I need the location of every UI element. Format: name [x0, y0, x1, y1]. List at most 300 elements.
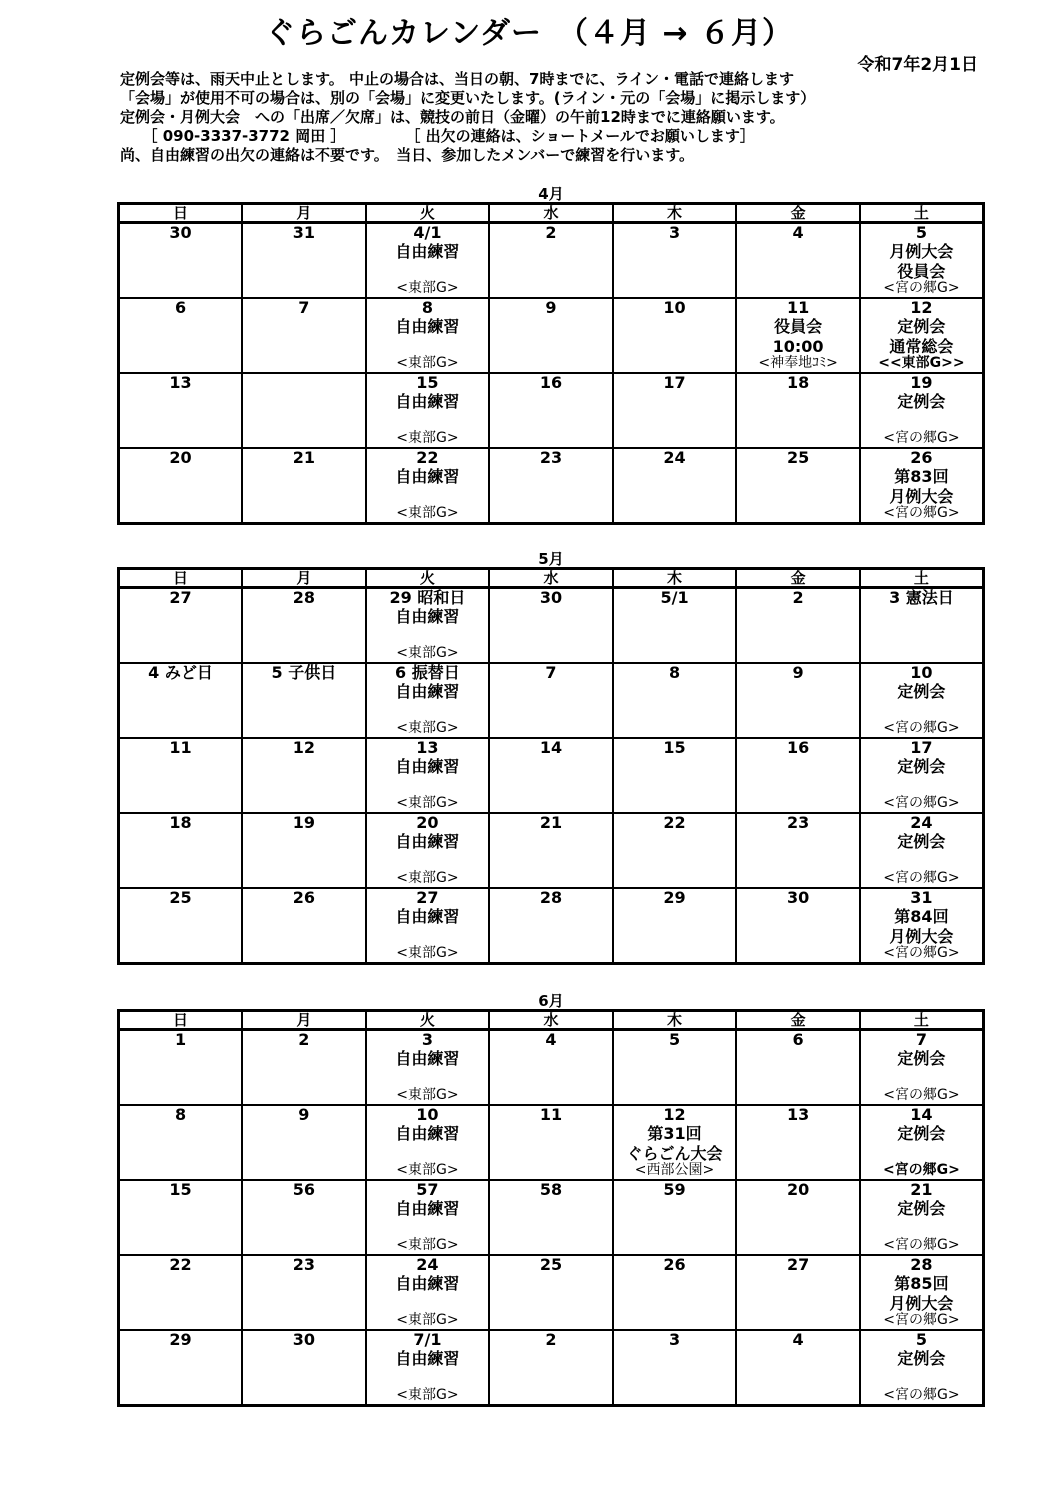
venue-label: <東部G>: [396, 355, 459, 371]
day-cell: [489, 373, 613, 448]
day-cell: [119, 1030, 243, 1106]
weekday-header: 日: [119, 1011, 243, 1030]
day-number: 4 みど日: [148, 663, 213, 682]
week-row: [119, 1180, 984, 1255]
event-label: 月例大会: [889, 242, 954, 261]
event-label: 自由練習: [395, 1199, 460, 1218]
issue-date: 令和7年2月1日: [857, 55, 978, 75]
day-number: 3 憲法日: [889, 588, 954, 607]
weekday-header: 水: [489, 1011, 613, 1030]
day-number: 19: [910, 373, 933, 392]
event-label: 定例会: [897, 1049, 946, 1068]
event-label: 自由練習: [395, 242, 460, 261]
event-label: 定例会: [897, 1124, 946, 1143]
day-cell: [242, 448, 366, 524]
event-label: 第85回: [894, 1274, 949, 1293]
day-cell: [489, 588, 613, 664]
day-number: 8: [174, 1105, 187, 1124]
day-cell: [366, 1105, 490, 1180]
week-row: [119, 1030, 984, 1106]
day-cell: [119, 588, 243, 664]
day-cell: [366, 588, 490, 664]
venue-label: <宮の郷G>: [883, 1312, 960, 1328]
day-number: 5: [915, 1330, 927, 1349]
day-cell: [119, 738, 243, 813]
day-number: 17: [663, 373, 686, 392]
day-cell: [119, 1180, 243, 1255]
day-number: 15: [169, 1180, 192, 1199]
day-cell: [366, 888, 490, 964]
day-cell: [242, 888, 366, 964]
day-cell: [242, 223, 366, 299]
day-number: 3: [668, 223, 681, 242]
venue-label: <東部G>: [396, 1312, 459, 1328]
day-number: 23: [292, 1255, 315, 1274]
event-label: 10:00: [772, 337, 824, 356]
note-line: 定例会等は、雨天中止とします。 中止の場合は、当日の朝、7時までに、ライン・電話で連絡します: [120, 70, 795, 88]
day-cell: [119, 1330, 243, 1406]
day-number: 4: [792, 223, 804, 242]
venue-label: <東部G>: [396, 1162, 459, 1178]
day-number: 59: [663, 1180, 686, 1199]
day-cell: [613, 1255, 737, 1330]
day-cell: [736, 588, 860, 664]
day-cell: [736, 738, 860, 813]
day-number: 6: [174, 298, 187, 317]
day-cell: [119, 373, 243, 448]
day-cell: [489, 813, 613, 888]
day-number: 5: [668, 1030, 681, 1049]
day-number: 5: [915, 223, 927, 242]
week-row: [119, 888, 984, 964]
day-number: 13: [786, 1105, 810, 1124]
event-label: 自由練習: [395, 682, 460, 701]
day-number: 27: [169, 588, 192, 607]
day-number: 4: [792, 1330, 804, 1349]
day-cell: [736, 1105, 860, 1180]
venue-label: <東部G>: [396, 430, 459, 446]
event-label: 自由練習: [395, 1274, 460, 1293]
day-cell: [489, 738, 613, 813]
day-cell: [860, 1030, 984, 1106]
day-cell: [736, 813, 860, 888]
weekday-header: 水: [489, 569, 613, 588]
day-number: 12: [292, 738, 315, 757]
week-row: [119, 298, 984, 373]
day-number: 19: [292, 813, 315, 832]
day-cell: [366, 298, 490, 373]
week-row: [119, 373, 984, 448]
day-number: 56: [292, 1180, 315, 1199]
day-number: 7: [915, 1030, 927, 1049]
day-cell: [736, 888, 860, 964]
day-cell: [242, 738, 366, 813]
day-number: 29: [663, 888, 686, 907]
day-number: 20: [169, 448, 192, 467]
month-april: [117, 186, 985, 525]
day-number: 5/1: [660, 588, 689, 607]
day-number: 27: [416, 888, 439, 907]
week-row: [119, 588, 984, 664]
event-label: 定例会: [897, 757, 946, 776]
day-cell: [119, 448, 243, 524]
day-number: 9: [792, 663, 804, 682]
venue-label: <東部G>: [396, 645, 459, 661]
day-number: 21: [910, 1180, 933, 1199]
venue-label: <宮の郷G>: [883, 430, 960, 446]
venue-label: <宮の郷G>: [883, 720, 960, 736]
venue-label: <東部G>: [396, 720, 459, 736]
weekday-header: 土: [860, 204, 984, 223]
day-number: 30: [539, 588, 563, 607]
day-cell: [366, 738, 490, 813]
week-row: [119, 813, 984, 888]
day-number: 9: [298, 1105, 310, 1124]
day-cell: [366, 223, 490, 299]
day-cell: [613, 1030, 737, 1106]
day-number: 2: [792, 588, 804, 607]
day-number: 57: [416, 1180, 439, 1199]
day-number: 7: [298, 298, 310, 317]
venue-label: <宮の郷G>: [883, 280, 960, 296]
page-title: ぐらごんカレンダー （４月 → ６月）: [264, 16, 794, 51]
weekday-header: 木: [613, 1011, 737, 1030]
day-number: 2: [545, 1330, 557, 1349]
day-cell: [366, 663, 490, 738]
day-cell: [860, 298, 984, 373]
day-number: 28: [539, 888, 563, 907]
event-label: 自由練習: [395, 467, 460, 486]
week-row: [119, 738, 984, 813]
event-label: 定例会: [897, 682, 946, 701]
venue-label: <宮の郷G>: [883, 795, 960, 811]
week-row: [119, 448, 984, 524]
day-cell: [736, 1330, 860, 1406]
venue-label: <宮の郷G>: [882, 1162, 960, 1178]
venue-label: <<東部G>>: [878, 355, 965, 371]
calendar-table: [117, 202, 985, 525]
day-number: 11: [539, 1105, 563, 1124]
month-label: 5月: [538, 550, 564, 568]
day-cell: [489, 1180, 613, 1255]
day-number: 26: [910, 448, 933, 467]
day-cell: [366, 1255, 490, 1330]
day-number: 21: [292, 448, 315, 467]
day-number: 22: [416, 448, 439, 467]
month-may: [117, 551, 985, 965]
month-label: 6月: [538, 992, 564, 1010]
event-label: 自由練習: [395, 1124, 460, 1143]
day-number: 2: [298, 1030, 310, 1049]
day-number: 23: [786, 813, 810, 832]
day-number: 25: [786, 448, 810, 467]
day-number: 3: [668, 1330, 681, 1349]
day-number: 30: [786, 888, 810, 907]
day-cell: [736, 223, 860, 299]
day-number: 30: [292, 1330, 315, 1349]
venue-label: <西部公園>: [634, 1162, 715, 1178]
day-number: 15: [416, 373, 439, 392]
note-line: 「会場」が使用不可の場合は、別の「会場」に変更いたします。(ライン・元の「会場」に掲示します）: [120, 89, 816, 107]
day-number: 2: [545, 223, 557, 242]
venue-label: <東部G>: [396, 945, 459, 961]
weekday-header: 日: [119, 569, 243, 588]
day-cell: [736, 1030, 860, 1106]
day-number: 9: [545, 298, 557, 317]
event-label: 第83回: [894, 467, 949, 486]
day-cell: [489, 1255, 613, 1330]
weekday-header: 木: [613, 569, 737, 588]
day-cell: [613, 1330, 737, 1406]
day-number: 8: [421, 298, 433, 317]
day-cell: [242, 1105, 366, 1180]
day-number: 16: [786, 738, 810, 757]
day-number: 7: [545, 663, 557, 682]
day-number: 10: [416, 1105, 439, 1124]
week-row: [119, 1330, 984, 1406]
event-label: 月例大会: [889, 1294, 954, 1313]
day-cell: [366, 1330, 490, 1406]
day-number: 10: [663, 298, 686, 317]
day-number: 20: [786, 1180, 810, 1199]
day-cell: [736, 298, 860, 373]
day-number: 14: [539, 738, 563, 757]
day-number: 3: [421, 1030, 433, 1049]
day-cell: [119, 888, 243, 964]
note-line: 定例会・月例大会 への「出席／欠席」は、競技の前日（金曜）の午前12時までに連絡願います。: [120, 108, 785, 126]
event-label: 定例会: [897, 832, 946, 851]
day-cell: [366, 373, 490, 448]
week-row: [119, 223, 984, 299]
day-number: 10: [910, 663, 933, 682]
day-cell: [860, 373, 984, 448]
day-cell: [613, 588, 737, 664]
day-cell: [613, 448, 737, 524]
day-number: 5 子供日: [271, 663, 337, 682]
weekday-header: 火: [366, 569, 490, 588]
day-number: 31: [910, 888, 933, 907]
day-cell: [860, 738, 984, 813]
day-number: 15: [663, 738, 686, 757]
weekday-header: 月: [242, 204, 366, 223]
day-cell: [860, 448, 984, 524]
event-label: 定例会: [897, 392, 946, 411]
day-cell: [366, 1030, 490, 1106]
day-number: 20: [416, 813, 439, 832]
day-number: 7/1: [413, 1330, 442, 1349]
venue-label: <東部G>: [396, 1087, 459, 1103]
weekday-header: 月: [242, 1011, 366, 1030]
notes: [120, 70, 1000, 165]
day-number: 14: [910, 1105, 933, 1124]
event-label: 自由練習: [395, 757, 460, 776]
day-cell: [119, 663, 243, 738]
day-number: 26: [292, 888, 315, 907]
weekday-header: 金: [736, 204, 860, 223]
day-number: 29: [169, 1330, 192, 1349]
day-cell: [489, 223, 613, 299]
event-label: 自由練習: [395, 907, 460, 926]
day-cell: [119, 813, 243, 888]
weekday-header: 金: [736, 569, 860, 588]
day-cell: [119, 298, 243, 373]
event-label: 役員会: [897, 262, 946, 281]
day-cell: [366, 448, 490, 524]
day-cell: [489, 1105, 613, 1180]
day-number: 18: [786, 373, 810, 392]
venue-label: <宮の郷G>: [883, 1087, 960, 1103]
event-label: 自由練習: [395, 832, 460, 851]
event-label: 定例会: [897, 1349, 946, 1368]
day-number: 27: [786, 1255, 810, 1274]
day-cell: [366, 1180, 490, 1255]
event-label: 自由練習: [395, 317, 460, 336]
day-cell: [613, 1105, 737, 1180]
day-cell: [736, 373, 860, 448]
day-number: 25: [539, 1255, 563, 1274]
day-cell: [489, 663, 613, 738]
day-cell: [860, 588, 984, 664]
weekday-header: 日: [119, 204, 243, 223]
day-cell: [119, 1105, 243, 1180]
venue-label: <東部G>: [396, 280, 459, 296]
venue-label: <宮の郷G>: [883, 505, 960, 521]
day-cell: [613, 663, 737, 738]
day-cell: [242, 1255, 366, 1330]
weekday-header: 土: [860, 569, 984, 588]
day-number: 16: [539, 373, 563, 392]
day-number: 8: [668, 663, 681, 682]
day-number: 6: [792, 1030, 804, 1049]
day-number: 22: [663, 813, 686, 832]
day-number: 4: [545, 1030, 557, 1049]
event-label: 自由練習: [395, 1349, 460, 1368]
day-number: 31: [292, 223, 315, 242]
day-cell: [736, 663, 860, 738]
day-number: 1: [174, 1030, 187, 1049]
day-cell: [860, 223, 984, 299]
day-cell: [242, 1330, 366, 1406]
day-cell: [613, 738, 737, 813]
day-cell: [613, 813, 737, 888]
day-number: 11: [169, 738, 192, 757]
venue-label: <東部G>: [396, 870, 459, 886]
weekday-header: 土: [860, 1011, 984, 1030]
event-label: 自由練習: [395, 1049, 460, 1068]
weekday-header: 水: [489, 204, 613, 223]
weekday-header: 火: [366, 1011, 490, 1030]
day-number: 30: [169, 223, 192, 242]
day-number: 22: [169, 1255, 192, 1274]
weekday-header: 火: [366, 204, 490, 223]
event-label: 月例大会: [889, 927, 954, 946]
day-cell: [860, 663, 984, 738]
day-number: 24: [910, 813, 933, 832]
day-cell: [242, 298, 366, 373]
day-cell: [860, 1180, 984, 1255]
day-number: 13: [169, 373, 192, 392]
venue-label: <東部G>: [396, 1387, 459, 1403]
day-number: 24: [416, 1255, 439, 1274]
month-june: [117, 993, 985, 1407]
day-cell: [736, 1255, 860, 1330]
day-cell: [242, 1180, 366, 1255]
day-cell: [860, 813, 984, 888]
day-cell: [613, 888, 737, 964]
day-number: 21: [539, 813, 563, 832]
day-cell: [489, 1030, 613, 1106]
day-number: 23: [539, 448, 563, 467]
event-label: 第84回: [894, 907, 949, 926]
day-cell: [489, 448, 613, 524]
day-cell: [489, 888, 613, 964]
day-cell: [613, 373, 737, 448]
day-number: 26: [663, 1255, 686, 1274]
venue-label: <東部G>: [396, 795, 459, 811]
weekday-header: 月: [242, 569, 366, 588]
day-cell: [242, 1030, 366, 1106]
day-number: 12: [663, 1105, 686, 1124]
day-number: 13: [416, 738, 439, 757]
day-cell: [860, 1255, 984, 1330]
day-cell: [860, 1105, 984, 1180]
week-row: [119, 1105, 984, 1180]
day-number: 28: [910, 1255, 933, 1274]
day-cell: [242, 813, 366, 888]
event-label: 自由練習: [395, 392, 460, 411]
day-number: 6 振替日: [395, 663, 460, 682]
day-cell: [366, 813, 490, 888]
day-number: 28: [292, 588, 315, 607]
day-number: 17: [910, 738, 933, 757]
day-cell: [736, 448, 860, 524]
day-cell: [613, 1180, 737, 1255]
weekday-header: 木: [613, 204, 737, 223]
day-cell: [613, 298, 737, 373]
week-row: [119, 1255, 984, 1330]
month-label: 4月: [538, 185, 564, 203]
event-label: 通常総会: [889, 337, 954, 356]
venue-label: <東部G>: [396, 1237, 459, 1253]
note-line: ［ 090-3337-3772 岡田 ］ ［ 出欠の連絡は、ショートメールでお願いします］: [120, 127, 755, 145]
calendar-table: [117, 567, 985, 965]
day-cell: [736, 1180, 860, 1255]
weekday-header: 金: [736, 1011, 860, 1030]
day-cell: [613, 223, 737, 299]
note-line: 尚、自由練習の出欠の連絡は不要です。 当日、参加したメンバーで練習を行います。: [120, 146, 695, 164]
event-label: 月例大会: [889, 487, 954, 506]
day-number: 25: [169, 888, 192, 907]
day-cell: [242, 373, 366, 448]
day-number: 24: [663, 448, 686, 467]
day-cell: [242, 663, 366, 738]
day-number: 11: [786, 298, 810, 317]
day-number: 58: [539, 1180, 563, 1199]
venue-label: <宮の郷G>: [883, 1237, 960, 1253]
day-cell: [489, 1330, 613, 1406]
day-cell: [489, 298, 613, 373]
event-label: 役員会: [774, 317, 823, 336]
event-label: ぐらごん大会: [626, 1144, 723, 1163]
day-cell: [119, 223, 243, 299]
week-row: [119, 663, 984, 738]
venue-label: <神奉地ｺﾐ>: [758, 355, 838, 371]
event-label: 第31回: [647, 1124, 702, 1143]
day-cell: [860, 1330, 984, 1406]
venue-label: <宮の郷G>: [883, 870, 960, 886]
event-label: 定例会: [897, 317, 946, 336]
venue-label: <宮の郷G>: [883, 1387, 960, 1403]
